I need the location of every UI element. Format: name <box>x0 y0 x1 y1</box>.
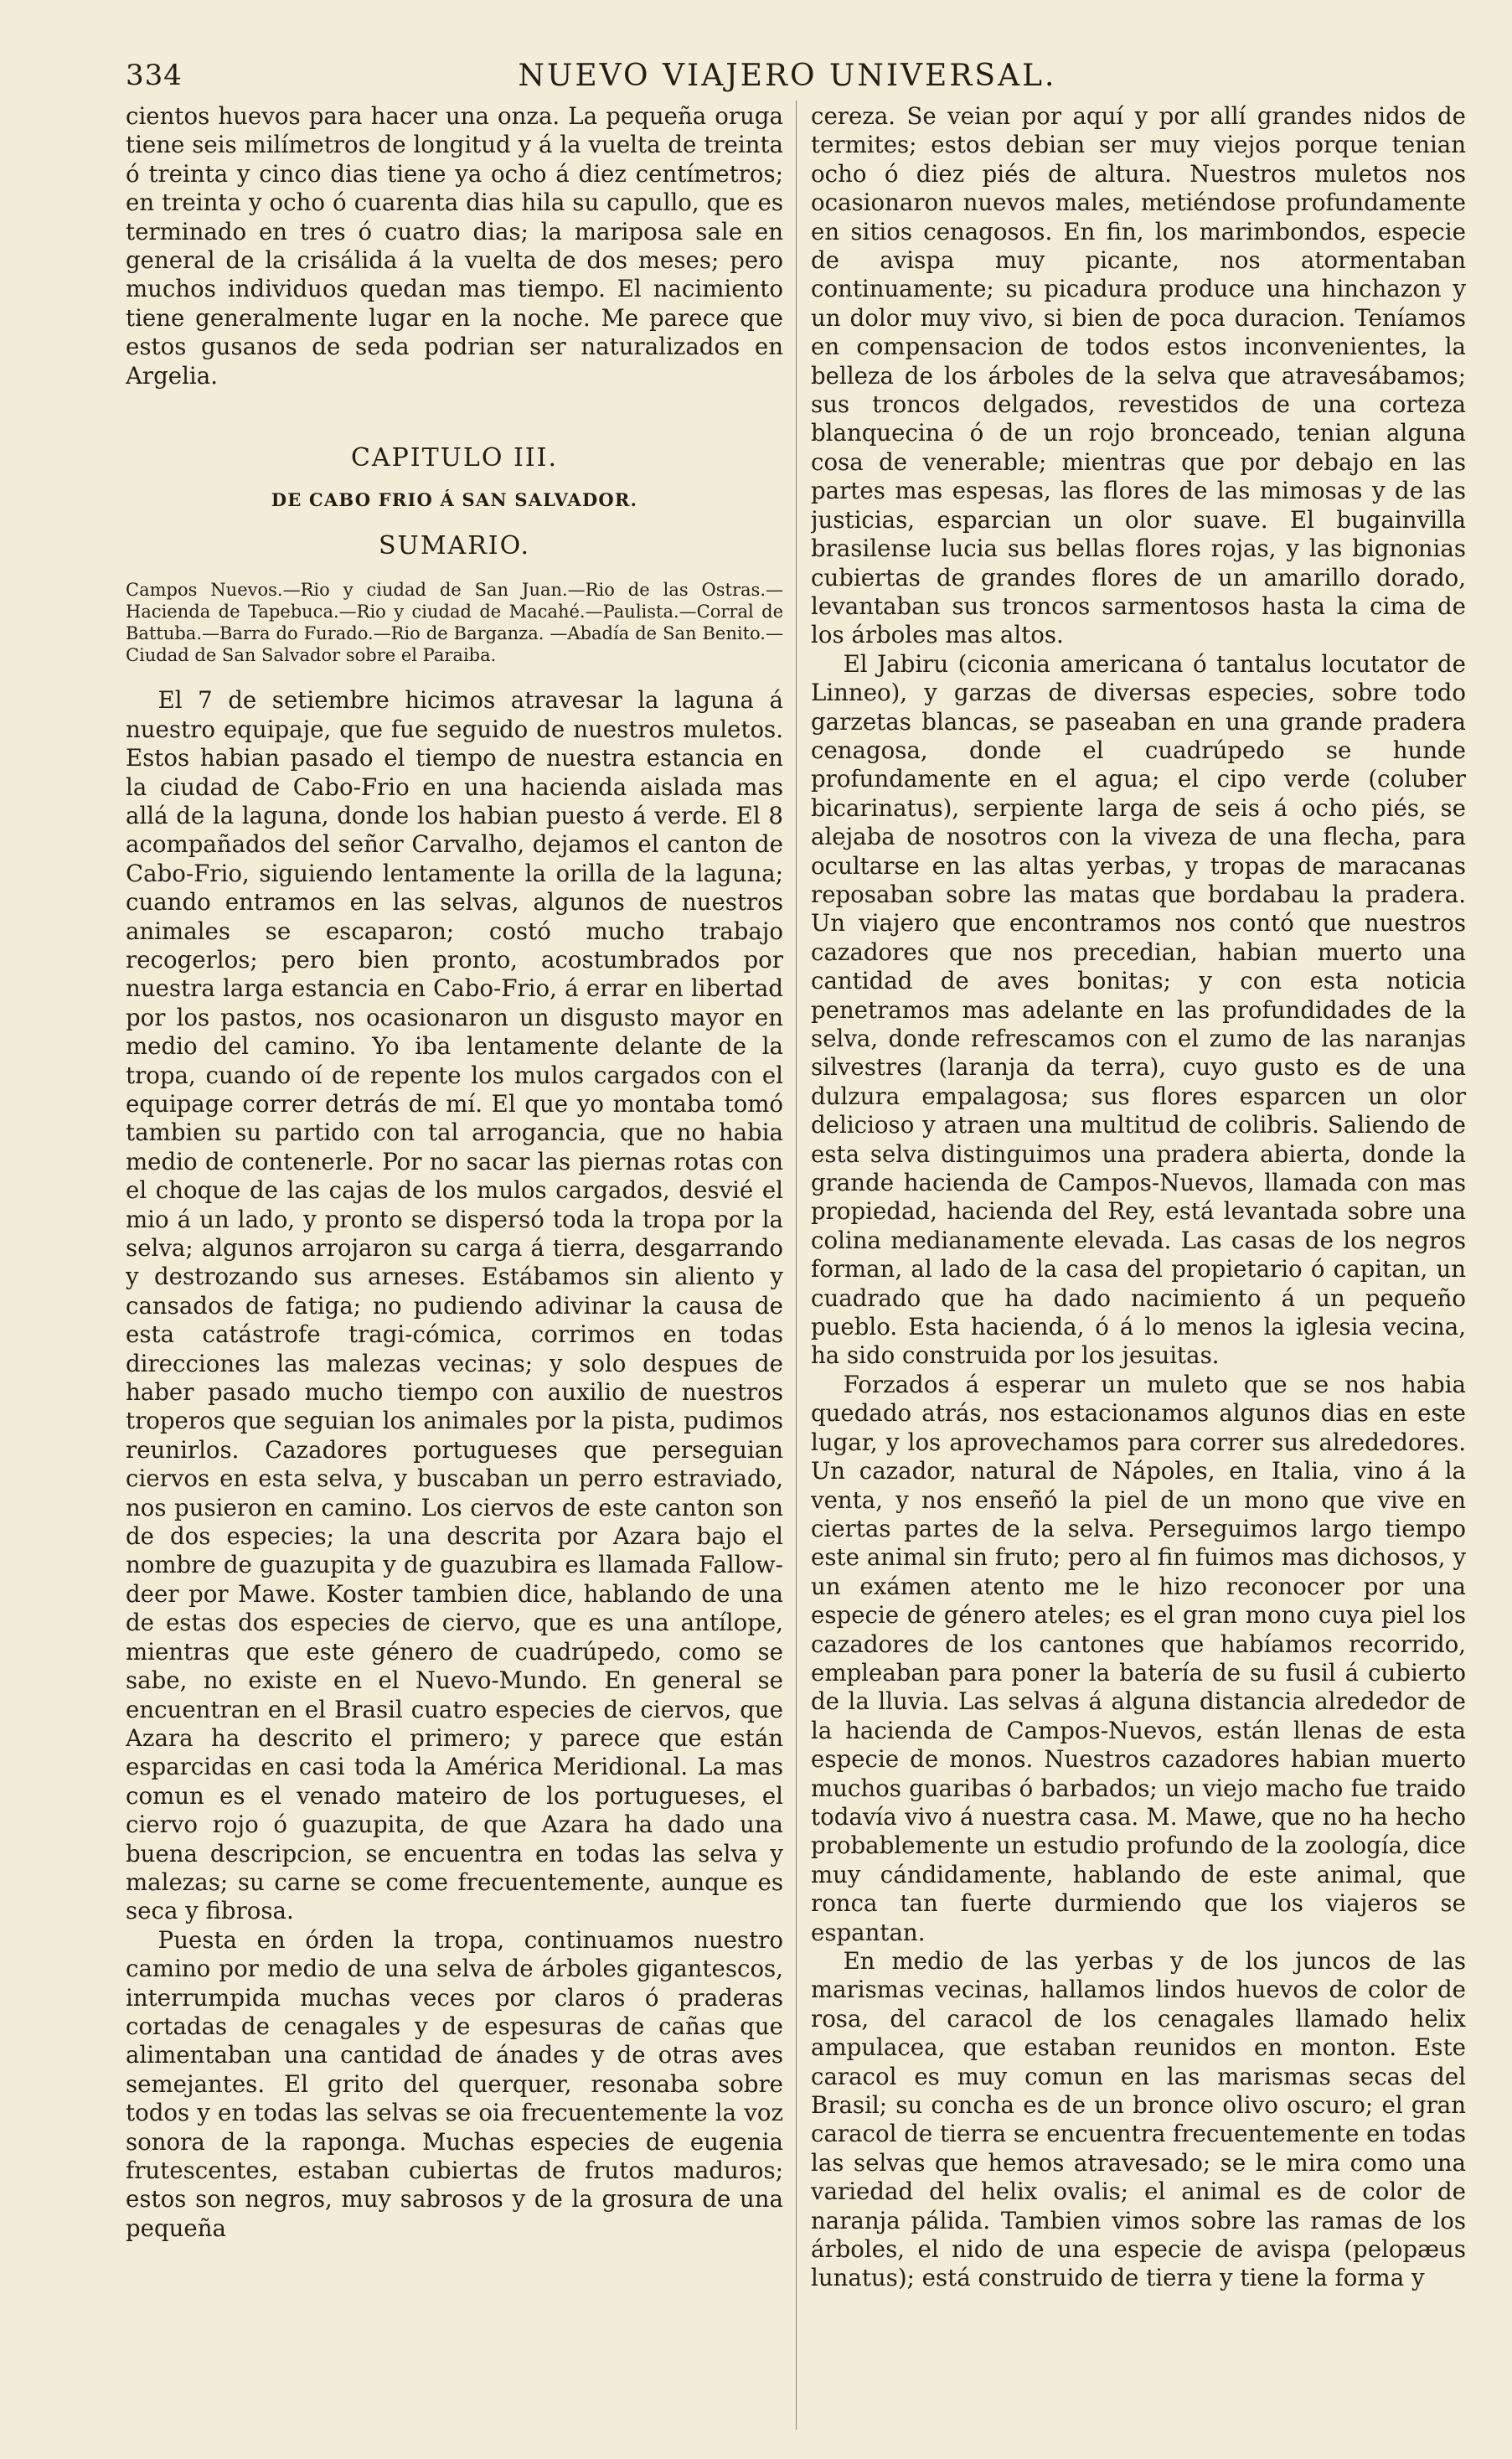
chapter-title: CAPITULO III. <box>350 443 559 473</box>
paragraph: El Jabiru (ciconia americana ó tantalus locutator de Linneo), y garzas de diversas especies, sobre todo garzetas blancas, se paseaban en una grande pradera cenagosa, donde el cuadrúpedo se hunde profundamente en el agua; el cipo verde (coluber bicarinatus), serpiente larga de seis á ocho piés, se alejaba de nosotros con la viveza de una flecha, para ocultarse en las altas yerbas, y tropas de maracanas reposaban sobre las matas que bordabau la pradera. Un viajero que encontramos nos contó que nuestros cazadores que nos precedian, habian muerto una cantidad de aves bonitas; y con esta noticia penetramos mas adelante en las profundidades de la selva, donde refrescamos con el zumo de las naranjas silvestres (laranja da terra), cuyo gusto es de una dulzura empalagosa; sus flores esparcen un olor delicioso y atraen una multitud de colibris. Saliendo de esta selva distinguimos una pradera abierta, donde la grande hacienda de Campos-Nuevos, llamada con mas propiedad, hacienda del Rey, está levantada sobre una colina medianamente elevada. Las casas de los negros forman, al lado de la casa del propietario ó capitan, un cuadrado que ha dado nacimiento á un pequeño pueblo. Esta hacienda, ó á lo menos la iglesia vecina, ha sido construida por los jesuitas. <box>811 649 1466 1370</box>
left-column <box>126 102 783 2431</box>
paragraph: cereza. Se veian por aquí y por allí grandes nidos de termites; estos debian ser muy viejos porque tenian ocho ó diez piés de altura. Nuestros muletos nos ocasionaron nuevos males, metiéndose profundamente en sitios cenagosos. En fin, los marimbondos, especie de avispa muy picante, nos atormentaban continuamente; su picadura produce una hinchazon y un dolor muy vivo, si bien de poca duracion. Teníamos en compensacion de todos estos inconvenientes, la belleza de los árboles de la selva que atravesábamos; sus troncos delgados, revestidos de una corteza blanquecina ó de un rojo bronceado, tenian alguna cosa de venerable; mientras que por debajo en las partes mas espesas, las flores de las mimosas y de las justicias, esparcian un olor suave. El bugainvilla brasilense lucia sus bellas flores rojas, y las bignonias cubiertas de grandes flores de un amarillo dorado, levantaban sus troncos sarmentosos hasta la cima de los árboles mas altos. <box>811 102 1466 649</box>
column-divider <box>796 101 797 2430</box>
page-number: 334 <box>126 59 183 92</box>
page-header <box>126 59 1449 104</box>
paragraph: Puesta en órden la tropa, continuamos nuestro camino por medio de una selva de árboles gigantescos, interrumpida muchas veces por claros ó praderas cortadas de cenagales y de espesuras de cañas que alimentaban una cantidad de ánades y de otras aves semejantes. El grito del querquer, resonaba sobre todos y en todas las selvas se oia frecuentemente la voz sonora de la raponga. Muchas especies de eugenia frutescentes, estaban cubiertas de frutos maduros; estos son negros, muy sabrosos y de la grosura de una pequeña <box>126 1925 783 2242</box>
paragraph: En medio de las yerbas y de los juncos de las marismas vecinas, hallamos lindos huevos de color de rosa, del caracol de los cenagales llamado helix ampulacea, que estaban reunidos en monton. Este caracol es muy comun en las marismas secas del Brasil; su concha es de un bronce olivo oscuro; el gran caracol de tierra se encuentra frecuentemente en todas las selvas que hemos atravesado; se le mira como una variedad del helix ovalis; el animal es de color de naranja pálida. Tambien vimos sobre las ramas de los árboles, el nido de una especie de avispa (pelopæus lunatus); está construido de tierra y tiene la forma y <box>811 1947 1466 2292</box>
summary-heading: SUMARIO. <box>378 530 531 561</box>
paragraph: Forzados á esperar un muleto que se nos habia quedado atrás, nos estacionamos algunos dias en este lugar, y los aprovechamos para correr sus alrededores. Un cazador, natural de Nápoles, en Italia, vino á la venta, y nos enseñó la piel de un mono que vive en ciertas partes de la selva. Perseguimos largo tiempo este animal sin fruto; pero al fin fuimos mas dichosos, y un exámen atento me le hizo reconocer por una especie de género ateles; es el gran mono cuya piel los cazadores de los cantones que habíamos recorrido, empleaban para poner la batería de su fusil á cubierto de la lluvia. Las selvas á alguna distancia alrededor de la hacienda de Campos-Nuevos, están llenas de esta especie de monos. Nuestros cazadores habian muerto muchos guaribas ó barbados; un viejo macho fue traido todavía vivo á nuestra casa. M. Mawe, que no ha hecho probablemente un estudio profundo de la zoología, dice muy cándidamente, hablando de este animal, que ronca tan fuerte durmiendo que los viajeros se espantan. <box>811 1370 1466 1946</box>
intro-paragraph: cientos huevos para hacer una onza. La pequeña oruga tiene seis milímetros de longitud y á la vuelta de treinta ó treinta y cinco dias tiene ya ocho á diez centímetros; en treinta y ocho ó cuarenta dias hila su capullo, que es terminado en tres ó cuatro dias; la mariposa sale en general de la crisálida á la vuelta de dos meses; pero muchos individuos quedan mas tiempo. El nacimiento tiene generalmente lugar en la noche. Me parece que estos gusanos de seda podrian ser naturalizados en Argelia. <box>126 102 783 390</box>
chapter-subtitle: DE CABO FRIO Á SAN SALVADOR. <box>271 489 638 511</box>
summary-text: Campos Nuevos.—Rio y ciudad de San Juan.—Rio de las Ostras.—Hacienda de Tapebuca.—Rio y ciudad de Macahé.—Paulista.—Corral de Battuba.—Barra do Furado.—Rio de Barganza. —Abadía de San Benito.—Ciudad de San Salvador sobre el Paraiba. <box>126 580 783 666</box>
paragraph: El 7 de setiembre hicimos atravesar la laguna á nuestro equipaje, que fue seguido de nuestros muletos. Estos habian pasado el tiempo de nuestra estancia en la ciudad de Cabo-Frio en una hacienda aislada mas allá de la laguna, donde los habian puesto á verde. El 8 acompañados del señor Carvalho, dejamos el canton de Cabo-Frio, siguiendo lentamente la orilla de la laguna; cuando entramos en las selvas, algunos de nuestros animales se escaparon; costó mucho trabajo recogerlos; pero bien pronto, acostumbrados por nuestra larga estancia en Cabo-Frio, á errar en libertad por los pastos, nos ocasionaron un disgusto mayor en medio del camino. Yo iba lentamente delante de la tropa, cuando oí de repente los mulos cargados con el equipage correr detrás de mí. El que yo montaba tomó tambien su partido con tal arrogancia, que no habia medio de contenerle. Por no sacar las piernas rotas con el choque de las cajas de los mulos cargados, desvié el mio á un lado, y pronto se dispersó toda la tropa por la selva; algunos arrojaron su carga á tierra, desgarrando y destrozando sus arneses. Estábamos sin aliento y cansados de fatiga; no pudiendo adivinar la causa de esta catástrofe tragi-cómica, corrimos en todas direcciones las malezas vecinas; y solo despues de haber pasado mucho tiempo con auxilio de nuestros troperos que seguian los animales por la pista, pudimos reunirlos. Cazadores portugueses que perseguian ciervos en esta selva, y buscaban un perro estraviado, nos pusieron en camino. Los ciervos de este canton son de dos especies; la una descrita por Azara bajo el nombre de guazupita y de guazubira es llamada Fallow-deer por Mawe. Koster tambien dice, hablando de una de estas dos especies de ciervo, que es una antílope, mientras que este género de cuadrúpedo, como se sabe, no existe en el Nuevo-Mundo. En general se encuentran en el Brasil cuatro especies de ciervos, que Azara ha descrito el primero; y parece que están esparcidas en casi toda la América Meridional. La mas comun es el venado mateiro de los portugueses, el ciervo rojo ó guazupita, de que Azara ha dado una buena descripcion, se encuentra en todas las selva y malezas; su carne se come frecuentemente, aunque es seca y fibrosa. <box>126 686 783 1925</box>
running-title: NUEVO VIAJERO UNIVERSAL. <box>518 59 1057 93</box>
right-column <box>811 102 1466 2431</box>
